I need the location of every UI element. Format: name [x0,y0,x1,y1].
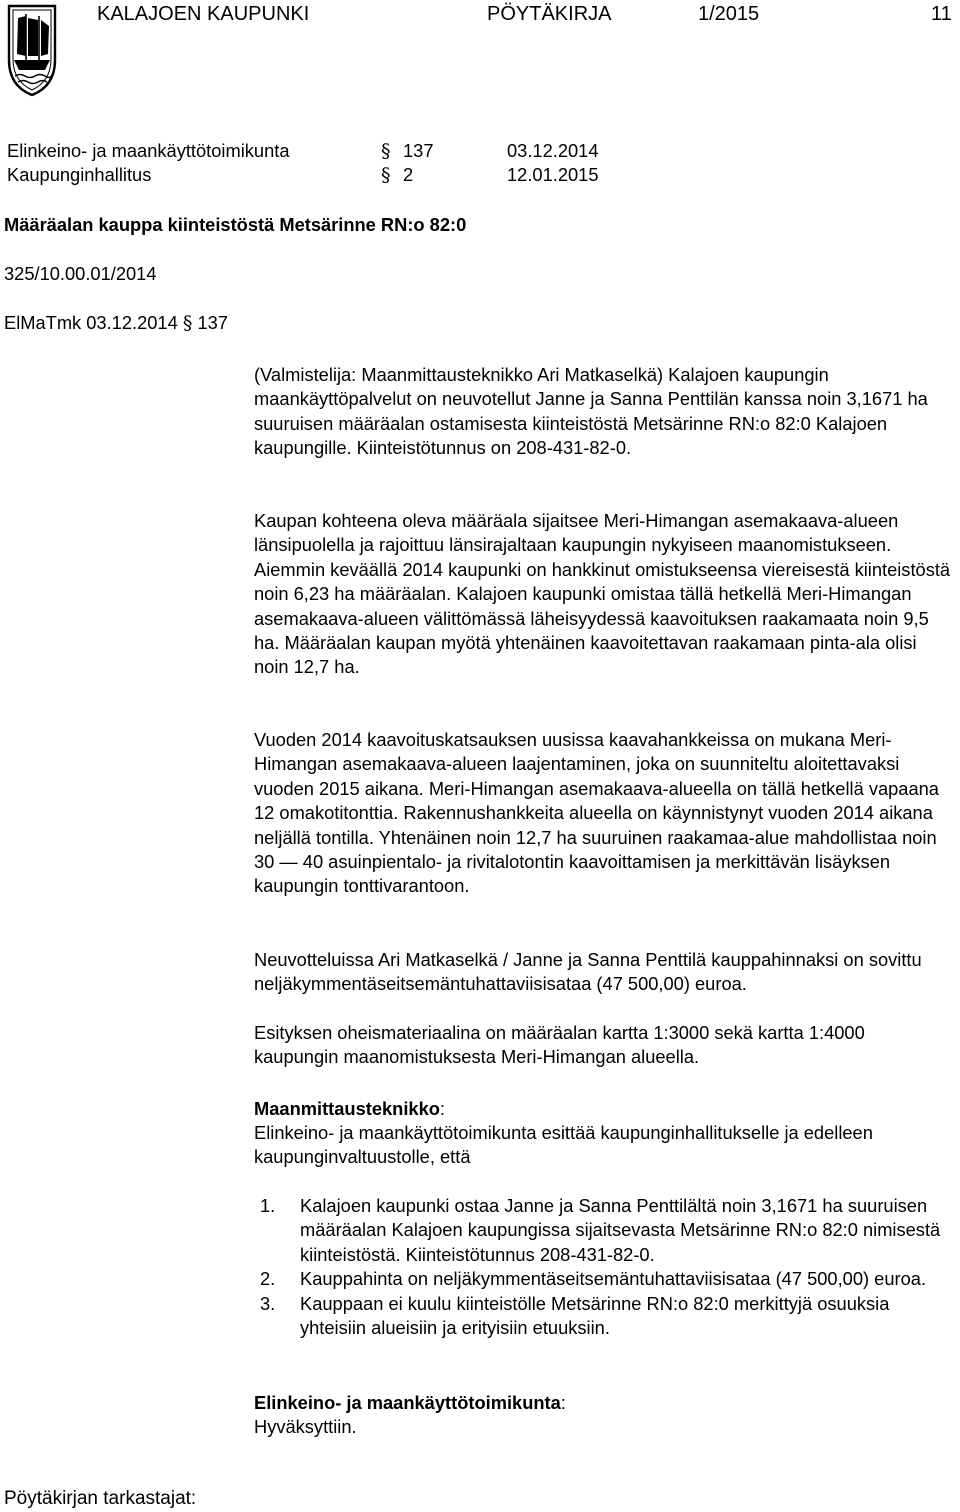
proposal-author-title: Maanmittausteknikko [254,1098,440,1119]
paragraph-price: Neuvotteluissa Ari Matkaselkä / Janne ja Sanna Penttilä kauppahinnaksi on sovittu neljäkymmentäseitsemäntuhattaviisisataa (47 500,00) euroa. [254,949,922,995]
meeting-section-number: 137 [403,140,434,161]
meeting-reference-prefix: ElMaTmk 03.12.2014 [4,312,178,333]
meeting-date: 12.01.2015 [507,164,599,185]
proposal-author [254,1097,954,1121]
list-item-text: Kauppahinta on neljäkymmentäseitsemäntuhattaviisisataa (47 500,00) euroa. [300,1268,927,1290]
list-item [254,1194,954,1267]
decision-text: Hyväksyttiin. [254,1416,357,1437]
section-symbol: § [182,312,193,334]
list-item-number: 3. [260,1292,276,1314]
meeting-body: Kaupunginhallitus [7,164,152,185]
page-title: Määräalan kauppa kiinteistöstä Metsärinne RN:o 82:0 [4,214,467,235]
meeting-date: 03.12.2014 [507,140,599,161]
paragraph-location: Kaupan kohteena oleva määräala sijaitsee Meri-Himangan asemakaava-alueen länsipuolella ja rajoittuu länsirajaltaan kaupungin nykyiseen maanomistukseen. Aiemmin keväällä 2014 kaupunki on hankkinut omistukseensa viereisestä kiinteistöstä noin 6,23 ha määräalan. Kalajoen kaupunki omistaa tällä hetkellä Meri-Himangan asemakaava-alueen välittömässä läheisyydessä kaavoituksen raakamaata noin 9,5 ha. Määräalan kaupan myötä yhtenäinen kaavoitettavan raakamaan pinta-ala olisi noin 12,7 ha. [254,510,951,678]
header-page-number: 11 [931,3,952,25]
paragraph-preparer: (Valmistelija: Maanmittausteknikko Ari Matkaselkä) Kalajoen kaupungin maankäyttöpalvelut on neuvotellut Janne ja Sanna Penttilän kanssa noin 3,1671 ha suuruisen määräalan ostamisesta kiinteistöstä Metsärinne RN:o 82:0 Kalajoen kaupungille. Kiinteistötunnus on 208-431-82-0. [254,364,928,459]
diary-number: 325/10.00.01/2014 [4,263,157,284]
decision-body [254,1391,954,1415]
list-item-text: Kalajoen kaupunki ostaa Janne ja Sanna Penttilältä noin 3,1671 ha suuruisen määräalan Kalajoen kaupungissa sijaitsevasta Metsärinne RN:o 82:0 nimisestä kiinteistöstä. Kiinteistötunnus 208-431-82-0. [300,1195,941,1265]
list-item [254,1267,954,1291]
decision-body-name: Elinkeino- ja maankäyttötoimikunta [254,1392,561,1413]
list-item [254,1292,954,1341]
header-org: KALAJOEN KAUPUNKI [97,3,310,25]
list-item-number: 2. [260,1268,276,1290]
meeting-section-number: 2 [403,164,414,185]
section-symbol: § [381,164,391,186]
header-doc-type: PÖYTÄKIRJA [487,3,612,25]
list-item-text: Kauppaan ei kuulu kiinteistölle Metsärinne RN:o 82:0 merkittyjä osuuksia yhteisiin alueisiin ja erityisiin etuuksiin. [300,1292,890,1339]
proposal-text: Elinkeino- ja maankäyttötoimikunta esittää kaupunginhallitukselle ja edelleen kaupunginvaltuustolle, että [254,1122,873,1168]
proposal-author-colon: : [439,1098,446,1119]
meeting-reference [4,311,228,335]
footer-reviewers-label: Pöytäkirjan tarkastajat: [4,1488,197,1509]
meeting-reference-number: 137 [197,312,228,333]
proposal-list [254,1194,954,1340]
city-coat-of-arms-logo [6,2,58,98]
header-number: 1/2015 [698,3,760,25]
meeting-body: Elinkeino- ja maankäyttötoimikunta [7,140,290,161]
list-item-number: 1. [260,1195,276,1216]
paragraph-attachments: Esityksen oheismateriaalina on määräalan kartta 1:3000 sekä kartta 1:4000 kaupungin maanomistuksesta Meri-Himangan alueella. [254,1022,865,1068]
paragraph-zoning: Vuoden 2014 kaavoituskatsauksen uusissa kaavahankkeissa on mukana Meri-Himangan asemakaava-alueen laajentaminen, joka on suunniteltu aloitettavaksi vuoden 2015 aikana. Meri-Himangan asemakaava-alueella on tällä hetkellä vapaana 12 omakotitonttia. Rakennushankkeita alueella on käynnistynyt vuoden 2014 aikana neljällä tontilla. Yhtenäinen noin 12,7 ha suuruinen raakamaa-alue mahdollistaa noin 30 — 40 asuinpientalo- ja rivitalotontin kaavoittamisen ja merkittävän lisäyksen kaupungin tonttivarantoon. [254,729,939,897]
section-symbol: § [381,140,391,162]
decision-colon: : [560,1392,566,1413]
